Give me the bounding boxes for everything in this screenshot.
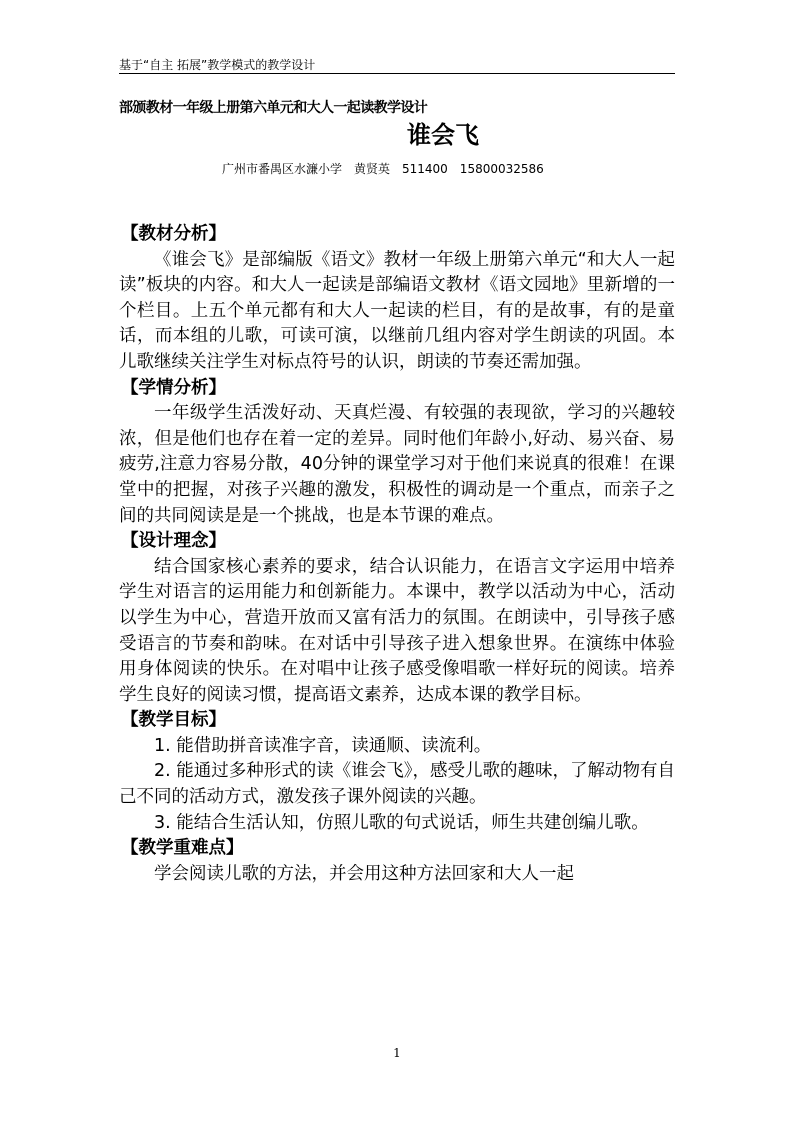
goal-item: 3. 能结合生活认知，仿照儿歌的句式说话，师生共建创编儿歌。: [154, 812, 649, 833]
section-design-concept: [119, 529, 675, 708]
paragraph: 一年级学生活泼好动、天真烂漫、有较强的表现欲，学习的兴趣较浓，但是他们也存在着一定的差异。同时他们年龄小,好动、易兴奋、易疲劳,注意力容易分散，40分钟的课堂学习对于他们来说真的很难！在课堂中的把握，对孩子兴趣的激发，积极性的调动是一个重点，而亲子之间的共同阅读是是一个挑战，也是本节课的难点。: [119, 403, 675, 526]
header-rule: [119, 73, 675, 74]
section-heading: 【设计理念】: [121, 531, 226, 552]
paragraph: 结合国家核心素养的要求，结合认识能力，在语言文字运用中培养学生对语言的运用能力和创新能力。本课中，教学以活动为中心，活动以学生为中心，营造开放而又富有活力的氛围。在朗读中，引导孩子感受语言的节奏和韵味。在对话中引导孩子进入想象世界。在演练中体验用身体阅读的快乐。在对唱中让孩子感受像唱歌一样好玩的阅读。培养学生良好的阅读习惯，提高语文素养，达成本课的教学目标。: [119, 556, 675, 705]
document-title: 部颁教材一年级上册第六单元和大人一起读教学设计: [119, 100, 428, 116]
goal-item: 2. 能通过多种形式的读《谁会飞》，感受儿歌的趣味，了解动物有自己不同的活动方式，激发孩子课外阅读的兴趣。: [119, 761, 676, 808]
section-heading: 【教学重难点】: [121, 838, 244, 859]
document-body: [119, 222, 675, 887]
lesson-title: [0, 115, 794, 150]
paragraph: 《谁会飞》是部编版《语文》教材一年级上册第六单元“和大人一起读”板块的内容。和大人一起读是部编语文教材《语文园地》里新增的一个栏目。上五个单元都有和大人一起读的栏目，有的是故事，有的是童话，而本组的儿歌，可读可演，以继前几组内容对学生朗读的巩固。本儿歌继续关注学生对标点符号的认识，朗读的节奏还需加强。: [119, 249, 675, 372]
page-number: 1: [393, 1046, 401, 1060]
section-textbook-analysis: [119, 222, 675, 376]
paragraph: 学会阅读儿歌的方法，并会用这种方法回家和大人一起: [154, 863, 574, 884]
running-header: 基于“自主 拓展”教学模式的教学设计: [119, 58, 316, 72]
goal-item: 1. 能借助拼音读准字音，读通顺、读流利。: [154, 735, 492, 756]
section-heading: 【教学目标】: [121, 710, 226, 731]
section-teaching-goals: [119, 708, 675, 836]
section-student-analysis: [119, 376, 675, 530]
lesson-title-text: 谁会飞: [407, 121, 479, 149]
section-heading: 【教材分析】: [121, 224, 226, 244]
section-heading: 【学情分析】: [121, 377, 226, 398]
section-key-difficulties: [119, 836, 675, 887]
author-line: 广州市番禺区水濂小学 黄贤英 511400 15800032586: [222, 162, 544, 176]
